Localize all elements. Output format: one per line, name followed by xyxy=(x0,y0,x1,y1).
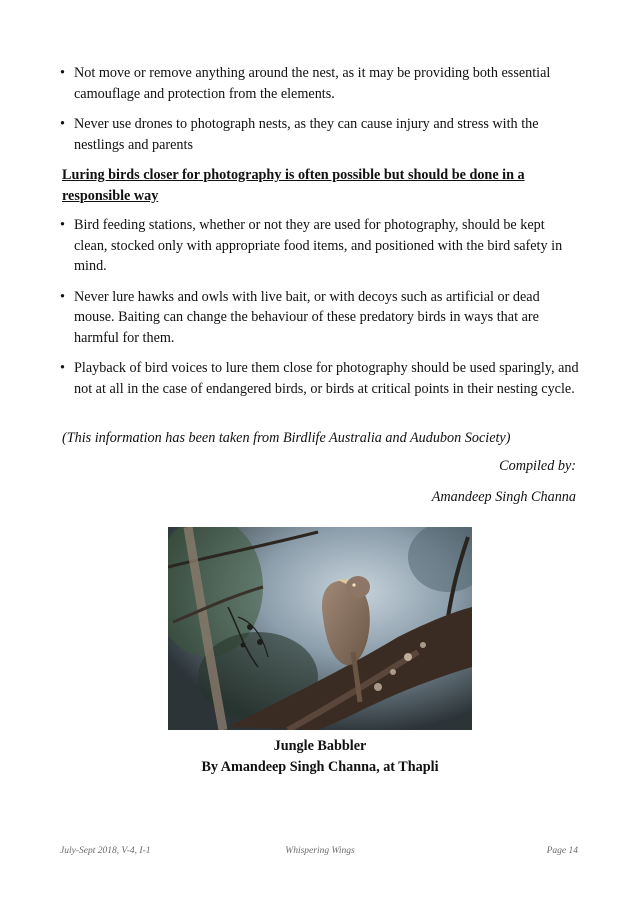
bullet-text: Never use drones to photograph nests, as they can cause injury and stress with the nestlings and parents xyxy=(74,116,539,153)
footer-issue: July-Sept 2018, V-4, I-1 xyxy=(60,846,151,856)
bullet-text: Never lure hawks and owls with live bait, or with decoys such as artificial or dead mouse. Baiting can change the behaviour of these predatory birds in ways that are harmful for them. xyxy=(74,288,540,346)
bullet-marker: • xyxy=(60,360,65,376)
bullet-text: Playback of bird voices to lure them close for photography should be used sparingly, and not at all in the case of endangered birds, or birds at critical points in their nesting cycle. xyxy=(74,360,579,397)
compiled-by-label: Compiled by: xyxy=(499,458,576,474)
list-item xyxy=(60,287,580,349)
photo-caption-credit: By Amandeep Singh Channa, at Thapli xyxy=(201,759,439,775)
bullet-marker: • xyxy=(60,217,65,233)
list-item xyxy=(60,215,580,277)
list-item xyxy=(60,114,580,155)
bullet-text: Bird feeding stations, whether or not they are used for photography, should be kept clean, stocked only with appropriate food items, and positioned with the bird safety in mind. xyxy=(74,217,563,274)
footer-publication: Whispering Wings xyxy=(285,846,355,856)
bullet-text: Not move or remove anything around the nest, as it may be providing both essential camouflage and protection from the elements. xyxy=(74,65,551,102)
jungle-babbler-image xyxy=(168,527,472,730)
bird-photo xyxy=(168,527,472,730)
bullet-marker: • xyxy=(60,116,65,132)
bullet-list-luring xyxy=(60,215,580,399)
bullet-marker: • xyxy=(60,65,65,81)
list-item xyxy=(60,63,580,104)
source-note: (This information has been taken from Birdlife Australia and Audubon Society) xyxy=(62,430,511,446)
bullet-list-nest-care xyxy=(60,63,580,155)
bullet-marker: • xyxy=(60,288,65,305)
compiler-name: Amandeep Singh Channa xyxy=(431,489,576,505)
section-heading: Luring birds closer for photography is often possible but should be done in a responsible way xyxy=(62,167,525,204)
footer-page-number: Page 14 xyxy=(546,846,578,856)
photo-caption-title: Jungle Babbler xyxy=(273,738,367,754)
list-item xyxy=(60,358,580,399)
